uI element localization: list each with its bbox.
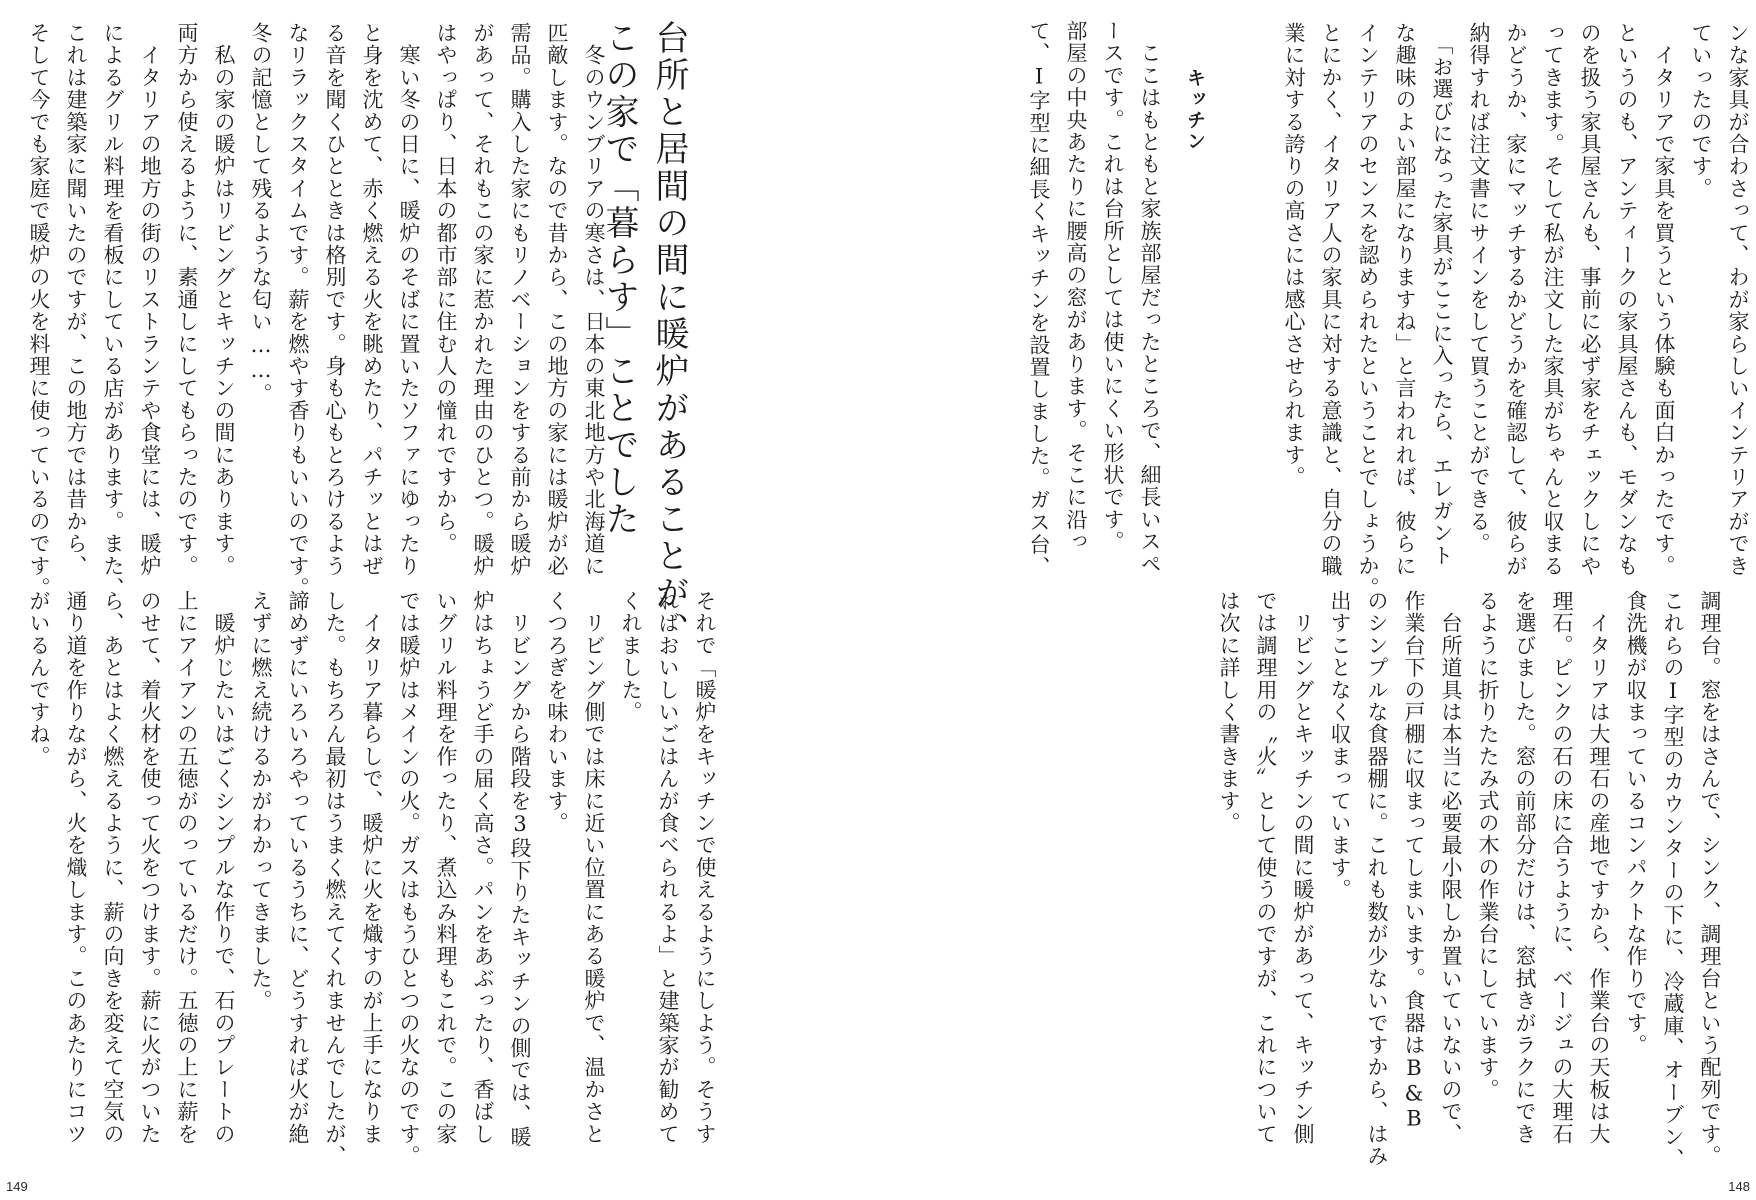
body-text-upper: 冬のウンブリアの寒さは、日本の東北地方や北海道に 匹敵します。なので昔から、この地方の家には暖炉が必 需品。購入した家にもリノベーションをする前から暖炉 があって、それもこの家に惹かれた理由のひとつ。暖炉 はやっぱり、日本の都市部に住む人の憧れですから。 寒い冬の日に、暖炉のそばに置いたソファにゆったり と身を沈めて、赤く燃える火を眺めたり、パチッとはぜ る音を聞くひとときは格別です。身も心もとろけるよう なリラックスタイムです。薪を燃やす香りもいいのです。 冬の記憶として残るような匂い……。 私の家の暖炉はリビングとキッチンの間にあります。 両方から使えるように、素通しにしてもらったのです。 イタリアの地方の街のリストランテや食堂には、暖炉 によるグリル料理を看板にしている店があります。また、 これは建築家に聞いたのですが、この地方では昔から、 そして今でも家庭で暖炉の火を料理に使っているのです。 [27,22,606,600]
body-text-lower: それで「暖炉をキッチンで使えるようにしよう。そうす ればおいしいごはんが食べられるよ」と建築家が勧めて くれました。 リビング側では床に近い位置にある暖炉で、温かさと くつろぎを味わいます。 リビングから階段を3段下りたキッチンの側では、暖 炉はちょうど手の届く高さ。パンをあぶったり、香ばし いグリル料理を作ったり、煮込み料理もこれで。この家 では暖炉はメインの火。ガスはもうひとつの火なのです。 イタリア暮らしで、暖炉に火を熾すのが上手になりま した。もちろん最初はうまく燃えてくれませんでしたが、 諦めずにいろいろやっているうちに、どうすれば火が絶 えずに燃え続けるかがわかってきました。 暖炉じたいはごくシンプルな作りで、石のプレートの 上にアイアンの五徳がのっているだけ。五徳の上に薪を のせて、着火材を使って火をつけます。薪に火がついた ら、あとはよく燃えるように、薪の向きを変えて空気の 通り道を作りながら、火を熾します。このあたりにコツ がいるんですね。 [27,590,717,1168]
page-number-right: 148 [1728,1179,1750,1194]
subheading-kitchen: キッチン [1184,68,1206,152]
body-text-kitchen: ここはもともと家族部屋だったところで、細長いスペ ースです。これは台所としては使いにくい形状です。 部屋の中央あたりに腰高の窓があります。そこに沿っ て、I字型に細長くキッチンを設置しました。ガス台、 [1027,20,1162,578]
body-text-upper-right: ンな家具が合わさって、わが家らしいインテリアができ ていったのです。 イタリアで家具を買うという体験も面白かったです。 というのも、アンティークの家具屋さんも、モダンなも のを扱う家具屋さんも、事前に必ず家をチェックしにや ってきます。そして私が注文した家具がちゃんと収まる かどうか、家にマッチするかどうかを確認して、彼らが 納得すれば注文書にサインをして買うことができる。 「お選びになった家具がここに入ったら、エレガント な趣味のよい部屋になりますね」と言われれば、彼らに インテリアのセンスを認められたということでしょうか。 とにかく、イタリア人の家具に対する意識と、自分の職 業に対する誇りの高さには感心させられます。 [1282,22,1750,600]
body-text-lower-right: 調理台。窓をはさんで、シンク、調理台という配列です。 これらのI字型のカウンターの下に、冷蔵庫、オーブン、 食洗機が収まっているコンパクトな作りです。 イタリアは大理石の産地ですから、作業台の天板は大 理石。ピンクの石の床に合うように、ベージュの大理石 を選びました。窓の前部分だけは、窓拭きがラクにでき るように折りたたみ式の木の作業台にしています。 台所道具は本当に必要最小限しか置いていないので、 作業台下の戸棚に収まってしまいます。食器はB&B のシンプルな食器棚に。これも数が少ないですから、はみ 出すことなく収まっています。 リビングとキッチンの間に暖炉があって、キッチン側 では調理用の〝火〟として使うのですが、これについて は次に詳しく書きます。 [1217,590,1722,1171]
page-number-left: 149 [6,1179,28,1194]
section-heading: 台所と居間の間に暖炉があることが、 この家で「暮らす」ことでした [599,20,689,649]
